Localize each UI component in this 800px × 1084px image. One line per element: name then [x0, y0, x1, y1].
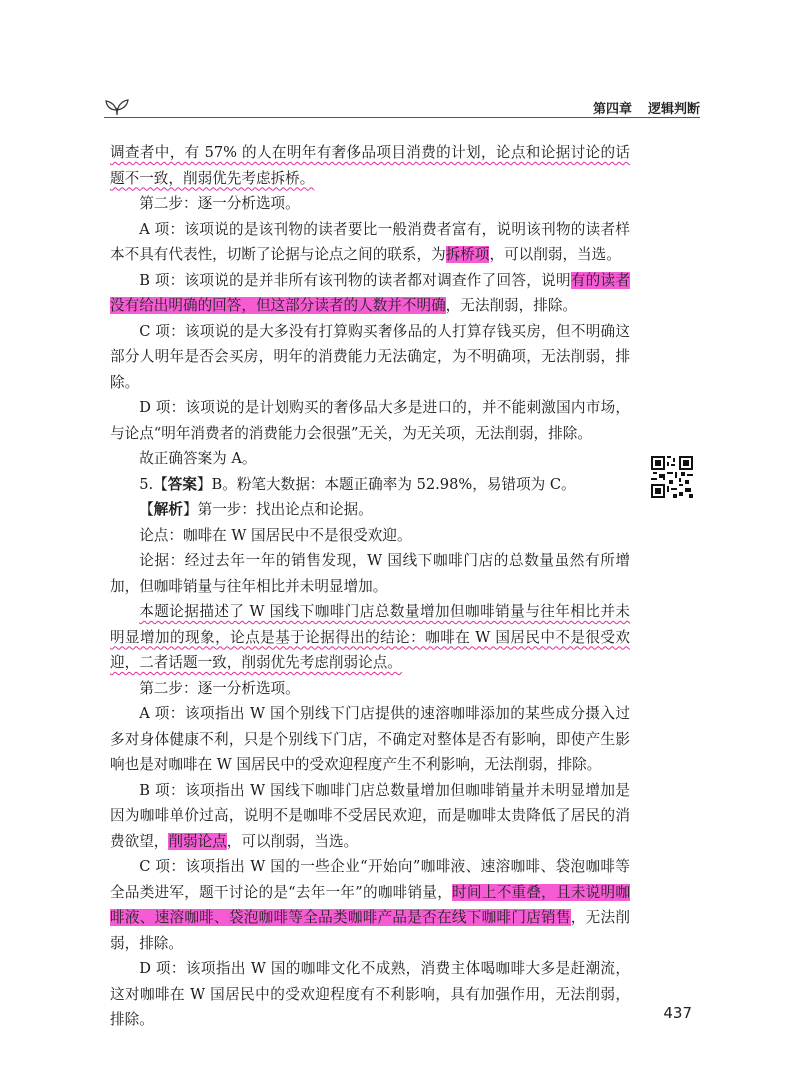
paragraph: 论据：经过去年一年的销售发现，W 国线下咖啡门店的总数量虽然有所增加，但咖啡销量与往年相比并未明显增加。 — [110, 552, 630, 595]
paragraph: 第二步：逐一分析选项。 — [139, 679, 300, 697]
paragraph — [110, 599, 630, 676]
highlighted-text: 时间上不重叠，且未说明咖啡液、速溶咖啡、袋泡咖啡等全品类咖啡产品是否在线下咖啡门店销售 — [110, 883, 630, 926]
paragraph: A 项：该项指出 W 国个别线下门店提供的速溶咖啡添加的某些成分摄入过多对身体健康不利，只是个别线下门店，不确定对整体是否有影响，即使产生影响也是对咖啡在 W 国居民中的受欢迎程度产生不利影响，无法削弱，排除。 — [110, 705, 630, 773]
paragraph: C 项：该项指出 W 国的一些企业“开始向”咖啡液、速溶咖啡、袋泡咖啡等全品类进军，题干讨论的是“去年一年”的咖啡销量，时间上不重叠，且未说明咖啡液、速溶咖啡、袋泡咖啡等全品类咖啡产品是否在线下咖啡门店销售，无法削弱，排除。 — [110, 858, 630, 952]
paragraph: D 项：该项说的是计划购买的奢侈品大多是进口的，并不能刺激国内市场，与论点“明年消费者的消费能力会很强”无关，为无关项，无法削弱，排除。 — [110, 399, 630, 442]
page-number: 437 — [663, 1004, 692, 1022]
header-rule — [104, 117, 700, 118]
analysis-label: 解析 — [153, 501, 183, 518]
paragraph: 故正确答案为 A。 — [139, 450, 257, 467]
paragraph: B 项：该项指出 W 国线下咖啡门店总数量增加但咖啡销量并未明显增加是因为咖啡单价过高，说明不是咖啡不受居民欢迎，而是咖啡太贵降低了居民的消费欲望，削弱论点，可以削弱，当选。 — [110, 781, 630, 850]
answer-label: 答案 — [167, 475, 197, 493]
paragraph: B 项：该项说的是并非所有该刊物的读者都对调查作了回答，说明有的读者没有给出明确的回答，但这部分读者的人数并不明确，无法削弱，排除。 — [110, 271, 630, 314]
page-body — [110, 140, 630, 1033]
wavy-underlined-text: 本题论据描述了 W 国线下咖啡门店总数量增加但咖啡销量与往年相比并未明显增加的现象，论点是基于论据得出的结论：咖啡在 W 国居民中不是很受欢迎，二者话题一致，削弱优先考虑削弱论点。 — [110, 603, 630, 671]
paragraph: 第二步：逐一分析选项。 — [139, 195, 300, 212]
highlighted-text: 削弱论点 — [168, 832, 227, 850]
highlighted-text: 拆桥项 — [445, 246, 490, 263]
leaf-icon — [104, 96, 130, 116]
highlighted-text: 有的读者没有给出明确的回答，但这部分读者的人数并不明确 — [110, 271, 630, 314]
paragraph: D 项：该项指出 W 国的咖啡文化不成熟，消费主体喝咖啡大多是赶潮流，这对咖啡在 W 国居民中的受欢迎程度有不利影响，具有加强作用，无法削弱，排除。 — [110, 960, 630, 1028]
chapter-number: 第四章 — [592, 102, 632, 117]
answer-line: 5.【答案】B。粉笔大数据：本题正确率为 52.98%，易错项为 C。 — [139, 475, 576, 493]
paragraph: 论点：咖啡在 W 国居民中不是很受欢迎。 — [139, 526, 412, 544]
paragraph: C 项：该项说的是大多没有打算购买奢侈品的人打算存钱买房，但不明确这部分人明年是否会买房，明年的消费能力无法确定，为不明确项，无法削弱，排除。 — [110, 322, 630, 391]
analysis-line: 【解析】第一步：找出论点和论据。 — [139, 501, 373, 518]
paragraph: A 项：该项说的是该刊物的读者要比一般消费者富有，说明该刊物的读者样本不具有代表性，切断了论据与论点之间的联系，为拆桥项，可以削弱，当选。 — [110, 220, 630, 263]
paragraph — [110, 140, 630, 191]
section-title: 逻辑判断 — [647, 102, 700, 117]
running-header — [560, 98, 700, 116]
qr-code-icon[interactable] — [651, 456, 693, 498]
wavy-underlined-text: 调查者中，有 57% 的人在明年有奢侈品项目消费的计划，论点和论据讨论的话题不一致，削弱优先考虑拆桥。 — [110, 144, 630, 187]
